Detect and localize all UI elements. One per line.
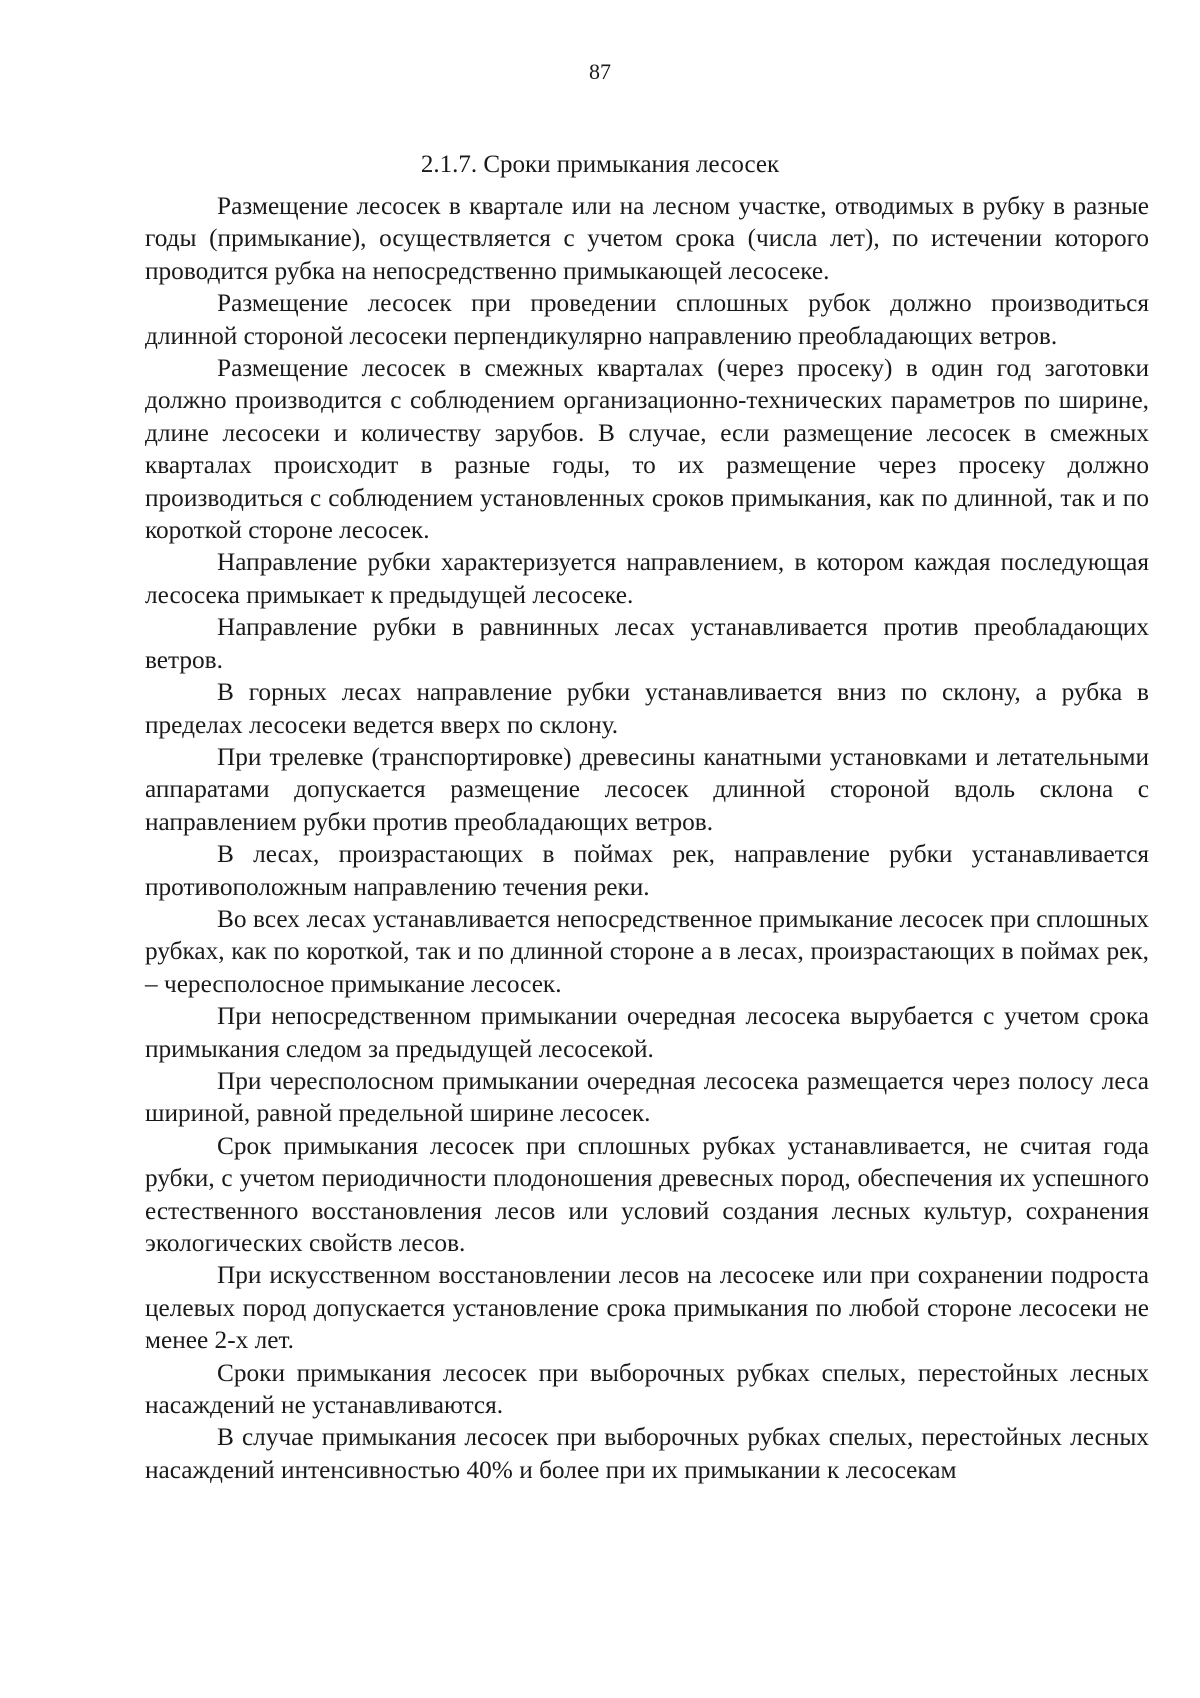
paragraph: Размещение лесосек в смежных кварталах (через просеку) в один год заготовки должно производится с соблюдением организационно-технических параметров по ширине, длине лесосеки и количеству зарубов. В случае, если размещение лесосек в смежных кварталах происходит в разные годы, то их размещение через просеку должно производиться с соблюдением установленных сроков примыкания, как по длинной, так и по короткой стороне лесосек. [145, 354, 1149, 545]
paragraph: Сроки примыкания лесосек при выборочных рубках спелых, перестойных лесных насаждений не устанавливаются. [145, 1358, 1149, 1420]
paragraph: Направление рубки характеризуется направлением, в котором каждая последующая лесосека примыкает к предыдущей лесосеке. [145, 548, 1149, 609]
paragraph: В лесах, произрастающих в поймах рек, направление рубки устанавливается противоположным направлению течения реки. [145, 840, 1149, 901]
paragraph: Срок примыкания лесосек при сплошных рубках устанавливается, не считая года рубки, с учетом периодичности плодоношения древесных пород, обеспечения их успешного естественного восстановления лесов или условий создания лесных культур, сохранения экологических свойств лесов. [145, 1131, 1149, 1257]
paragraph: При непосредственном примыкании очередная лесосека вырубается с учетом срока примыкания следом за предыдущей лесосекой. [145, 1002, 1149, 1063]
paragraph: При чересполосном примыкании очередная лесосека размещается через полосу леса шириной, равной предельной ширине лесосек. [145, 1066, 1149, 1128]
paragraph: Направление рубки в равнинных лесах устанавливается против преобладающих ветров. [145, 613, 1149, 674]
paragraph: При искусственном восстановлении лесов на лесосеке или при сохранении подроста целевых пород допускается установление срока примыкания по любой стороне лесосеки не менее 2-х лет. [145, 1261, 1149, 1355]
paragraph: В горных лесах направление рубки устанавливается вниз по склону, а рубка в пределах лесосеки ведется вверх по склону. [145, 678, 1149, 739]
page-number: 87 [589, 59, 611, 84]
section-title: 2.1.7. Сроки примыкания лесосек [420, 151, 780, 178]
paragraph: Размещение лесосек в квартале или на лесном участке, отводимых в рубку в разные годы (примыкание), осуществляется с учетом срока (числа лет), по истечении которого проводится рубка на непосредственно примыкающей лесосеке. [145, 192, 1149, 285]
paragraph: Во всех лесах устанавливается непосредственное примыкание лесосек при сплошных рубках, как по короткой, так и по длинной стороне а в лесах, произрастающих в поймах рек, – чересполосное примыкание лесосек. [145, 904, 1149, 998]
paragraph: Размещение лесосек при проведении сплошных рубок должно производиться длинной стороной лесосеки перпендикулярно направлению преобладающих ветров. [145, 289, 1149, 350]
paragraph: В случае примыкания лесосек при выборочных рубках спелых, перестойных лесных насаждений интенсивностью 40% и более при их примыкании к лесосекам [145, 1423, 1149, 1484]
paragraph: При трелевке (транспортировке) древесины канатными установками и летательными аппаратами допускается размещение лесосек длинной стороной вдоль склона с направлением рубки против преобладающих ветров. [145, 742, 1149, 836]
body-text [145, 190, 1149, 1486]
